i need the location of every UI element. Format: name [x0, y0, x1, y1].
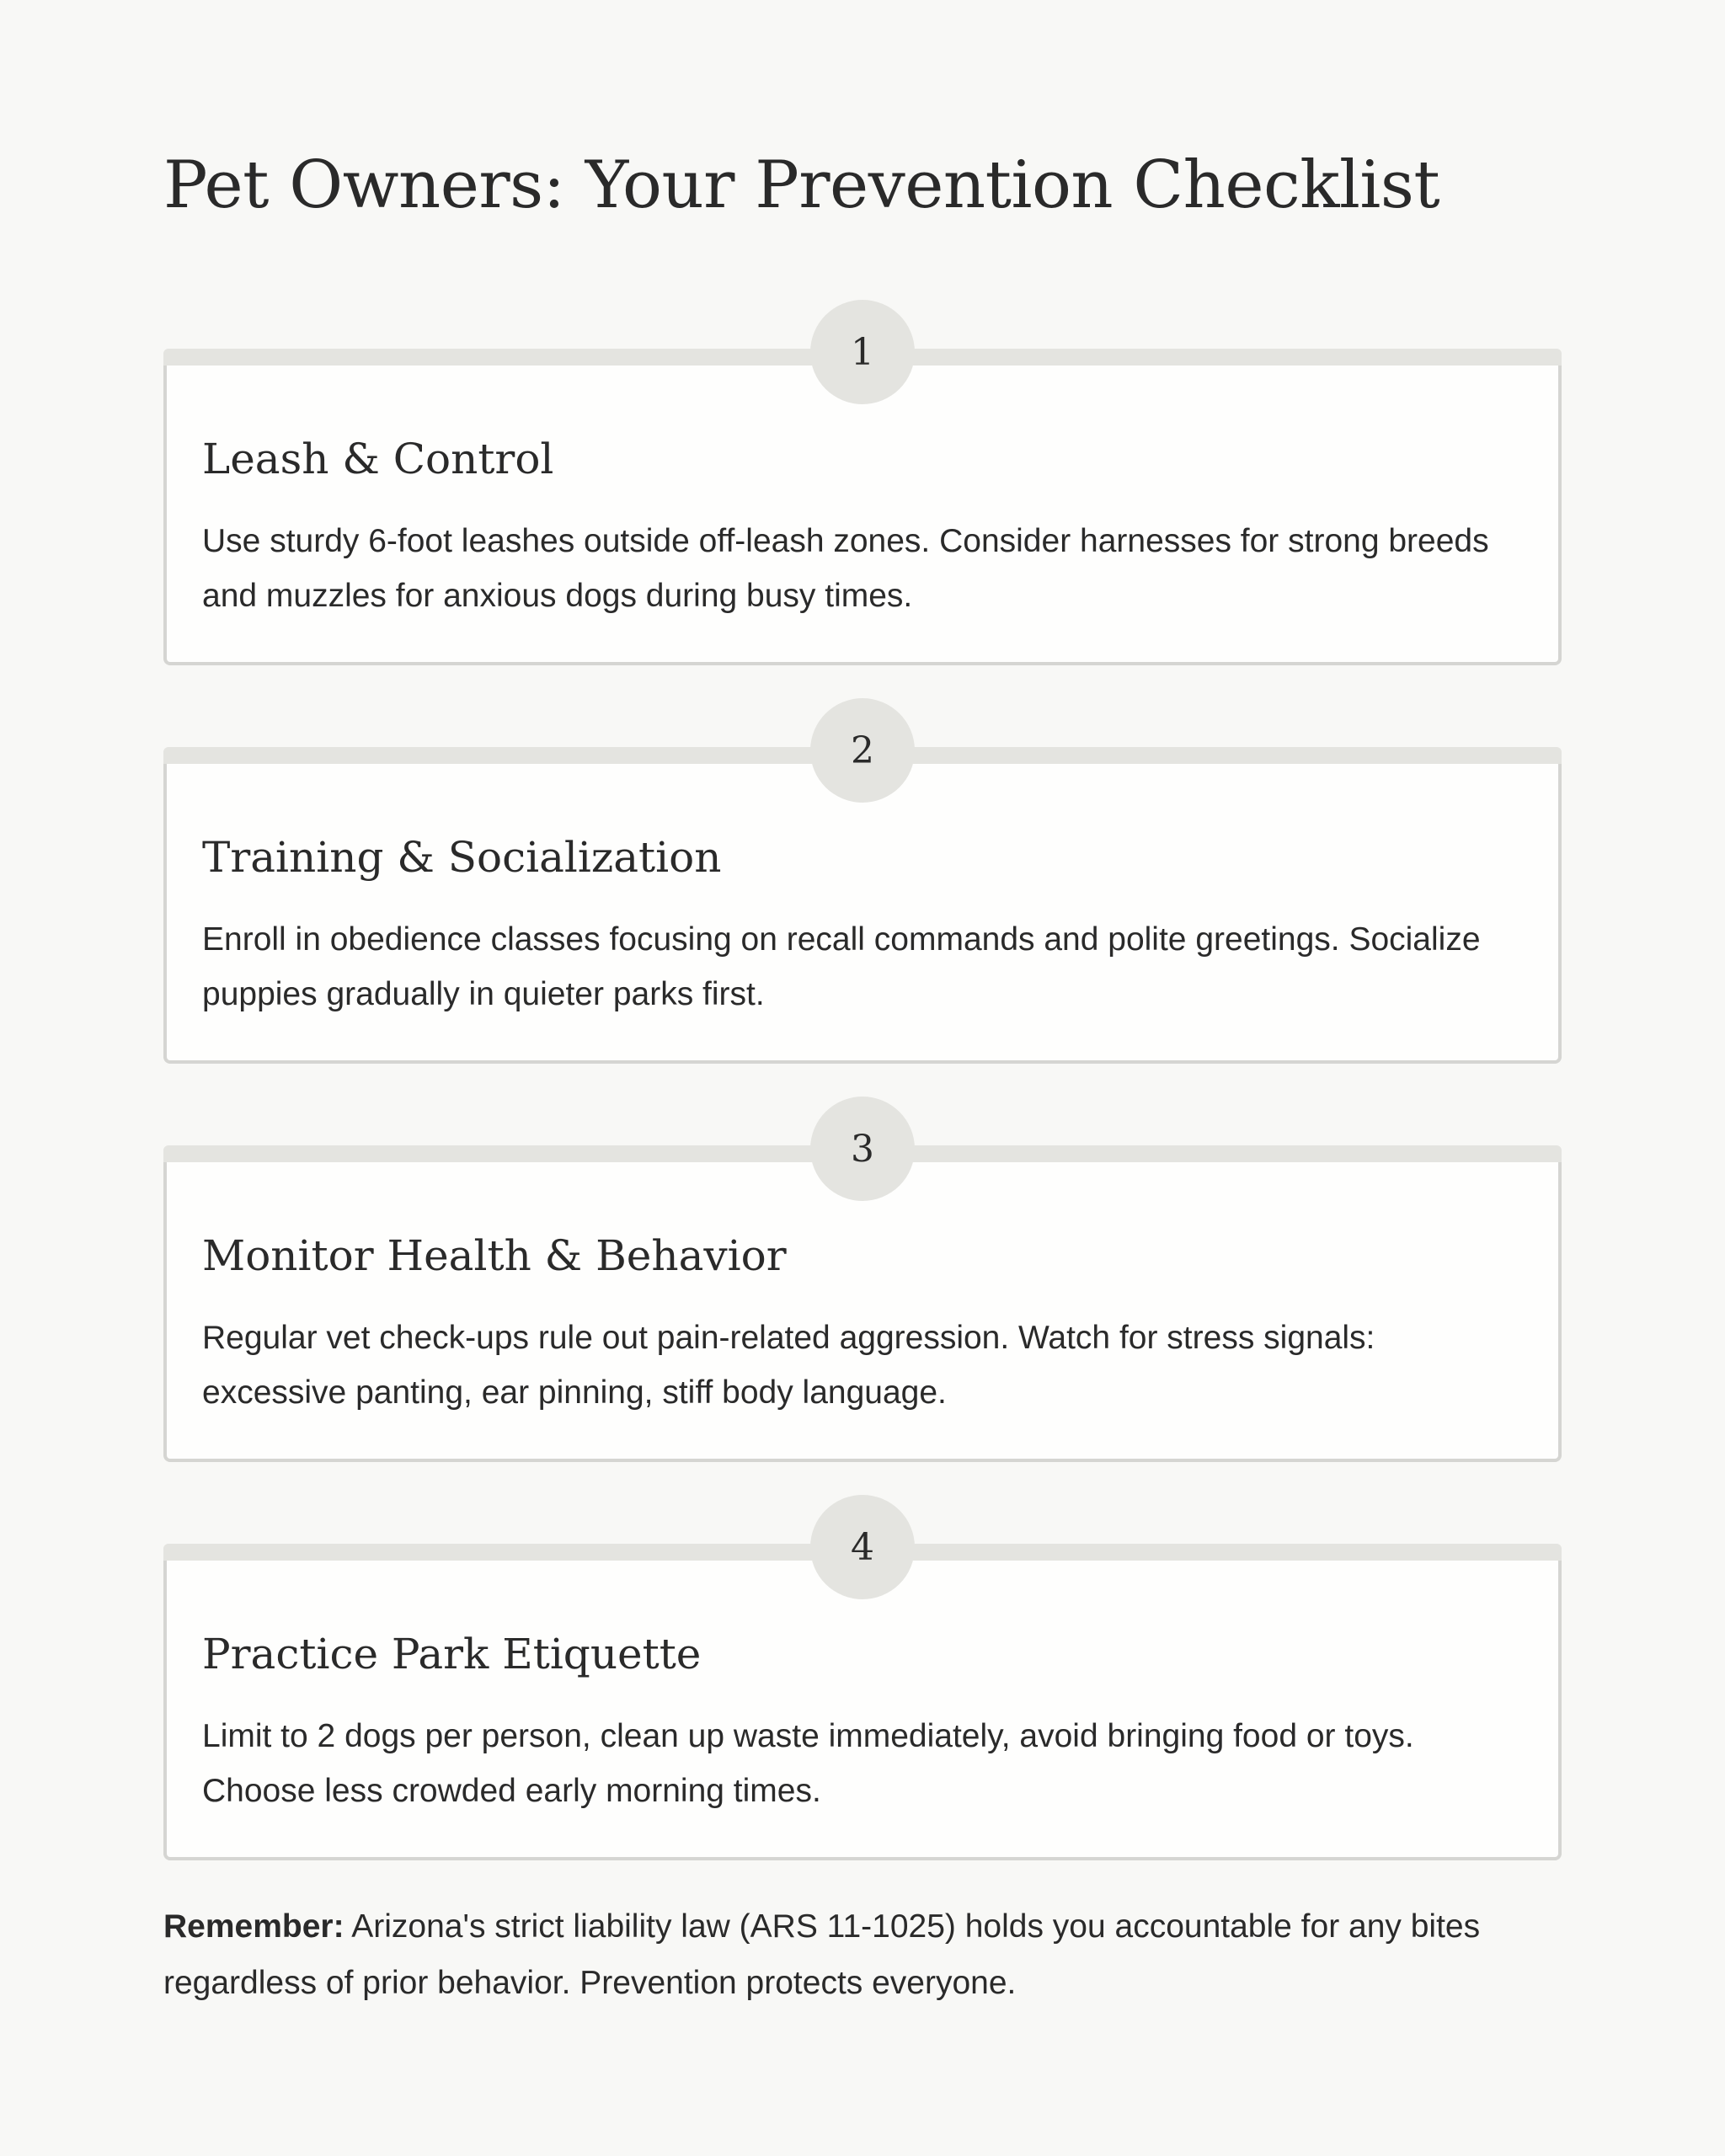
step-description: Limit to 2 dogs per person, clean up waste immediately, avoid bringing food or toys. Choose less crowded early morning times.: [202, 1718, 1414, 1809]
step-number-badge: 4: [810, 1495, 915, 1599]
step-heading: Leash & Control: [202, 435, 554, 483]
step-description: Regular vet check-ups rule out pain-related aggression. Watch for stress signals: excessive panting, ear pinning, stiff body language.: [202, 1320, 1375, 1411]
step-number-badge: 2: [810, 698, 915, 803]
checklist-step-3: [163, 1127, 1562, 1462]
step-heading: Practice Park Etiquette: [202, 1630, 702, 1678]
reminder-label: Remember:: [163, 1908, 344, 1945]
step-description: Enroll in obedience classes focusing on recall commands and polite greetings. Socialize puppies gradually in quieter parks first.: [202, 921, 1481, 1012]
step-number-badge: 1: [810, 300, 915, 404]
checklist-step-2: [163, 728, 1562, 1064]
checklist-step-1: [163, 330, 1562, 665]
checklist-step-4: [163, 1525, 1562, 1860]
reminder-note: [163, 1898, 1562, 2011]
page-title: Pet Owners: Your Prevention Checklist: [163, 147, 1440, 223]
step-heading: Monitor Health & Behavior: [202, 1231, 787, 1280]
reminder-text: Arizona's strict liability law (ARS 11-1025) holds you accountable for any bites regardless of prior behavior. Prevention protects everyone.: [163, 1908, 1481, 2001]
step-description: Use sturdy 6-foot leashes outside off-leash zones. Consider harnesses for strong breeds and muzzles for anxious dogs during busy times.: [202, 523, 1489, 614]
step-number-badge: 3: [810, 1097, 915, 1201]
step-heading: Training & Socialization: [202, 833, 722, 882]
